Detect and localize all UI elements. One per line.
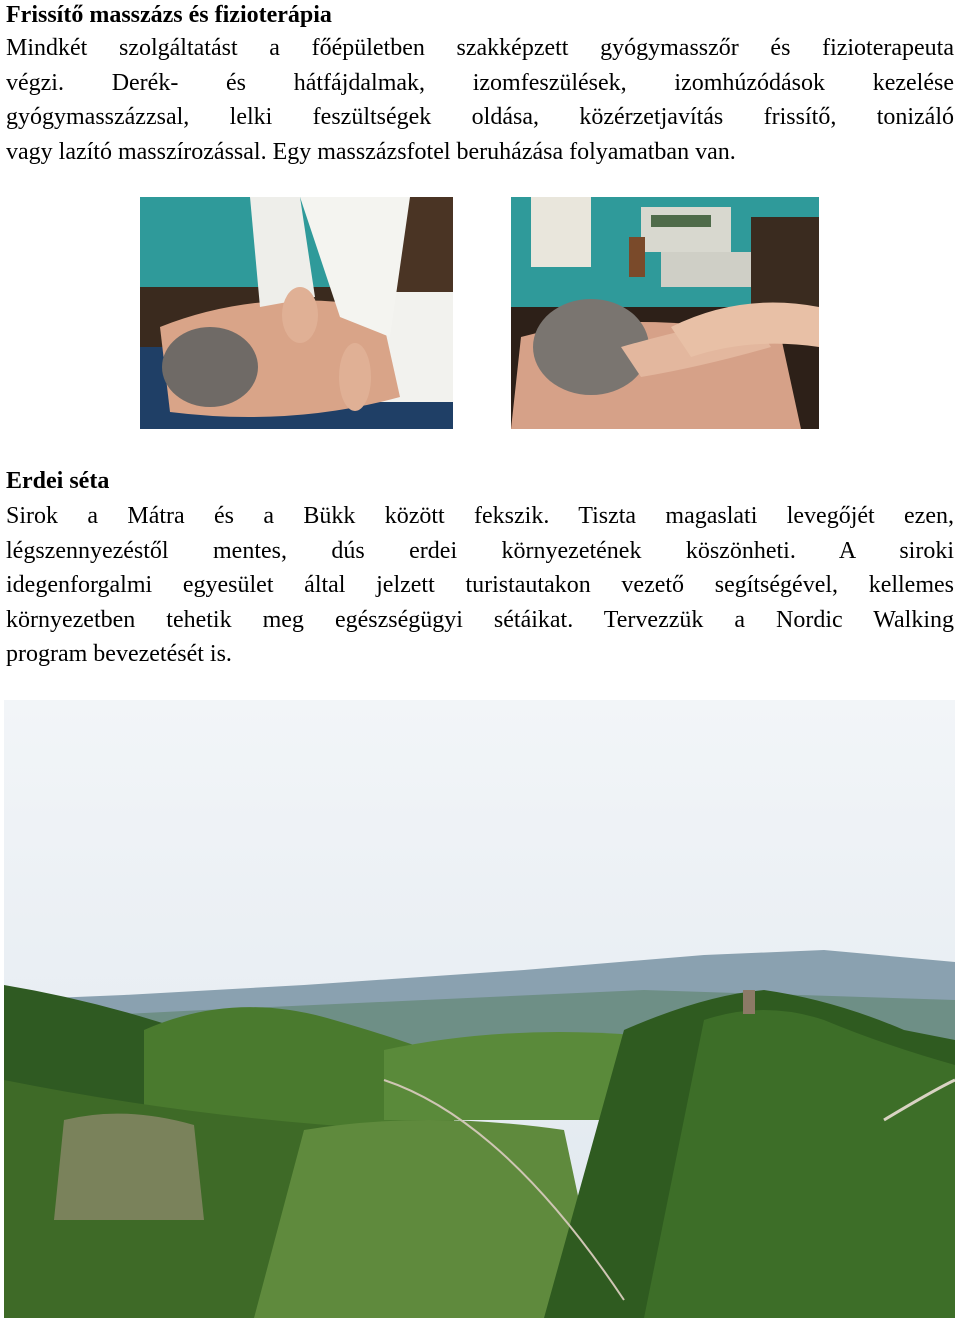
- massage-line-4: vagy lazító masszírozással. Egy masszázsfotel beruházása folyamatban van.: [6, 138, 736, 165]
- physio-photo-image: [511, 197, 819, 429]
- landscape-photo: [4, 700, 955, 1318]
- massage-line-1: Mindkét szolgáltatást a főépületben szakképzett gyógymasszőr és fizioterapeuta: [6, 35, 954, 61]
- walk-paragraph: [6, 499, 954, 672]
- walk-line-2: légszennyezéstől mentes, dús erdei környezetének köszönheti. A siroki: [6, 537, 954, 564]
- walk-heading: Erdei séta: [6, 468, 110, 494]
- massage-paragraph: [6, 31, 954, 169]
- physio-photo: [511, 197, 819, 429]
- walk-section: [6, 466, 954, 672]
- massage-photo-image: [140, 197, 453, 429]
- landscape-photo-image: [4, 700, 955, 1318]
- massage-line-2: végzi. Derék- és hátfájdalmak, izomfeszülések, izomhúzódások kezelése: [6, 69, 954, 96]
- walk-line-4: környezetben tehetik meg egészségügyi sétáikat. Tervezzük a Nordic Walking: [6, 606, 954, 633]
- massage-line-3: gyógymasszázzsal, lelki feszültségek oldása, közérzetjavítás frissítő, tonizáló: [6, 104, 954, 130]
- walk-line-5: program bevezetését is.: [6, 641, 232, 667]
- massage-photo: [140, 197, 453, 429]
- walk-line-3: idegenforgalmi egyesület által jelzett turistautakon vezető segítségével, kellemes: [6, 572, 954, 598]
- walk-line-1: Sirok a Mátra és a Bükk között fekszik. Tiszta magaslati levegőjét ezen,: [6, 503, 954, 529]
- massage-heading: Frissítő masszázs és fizioterápia: [6, 2, 332, 28]
- massage-section: [6, 0, 954, 169]
